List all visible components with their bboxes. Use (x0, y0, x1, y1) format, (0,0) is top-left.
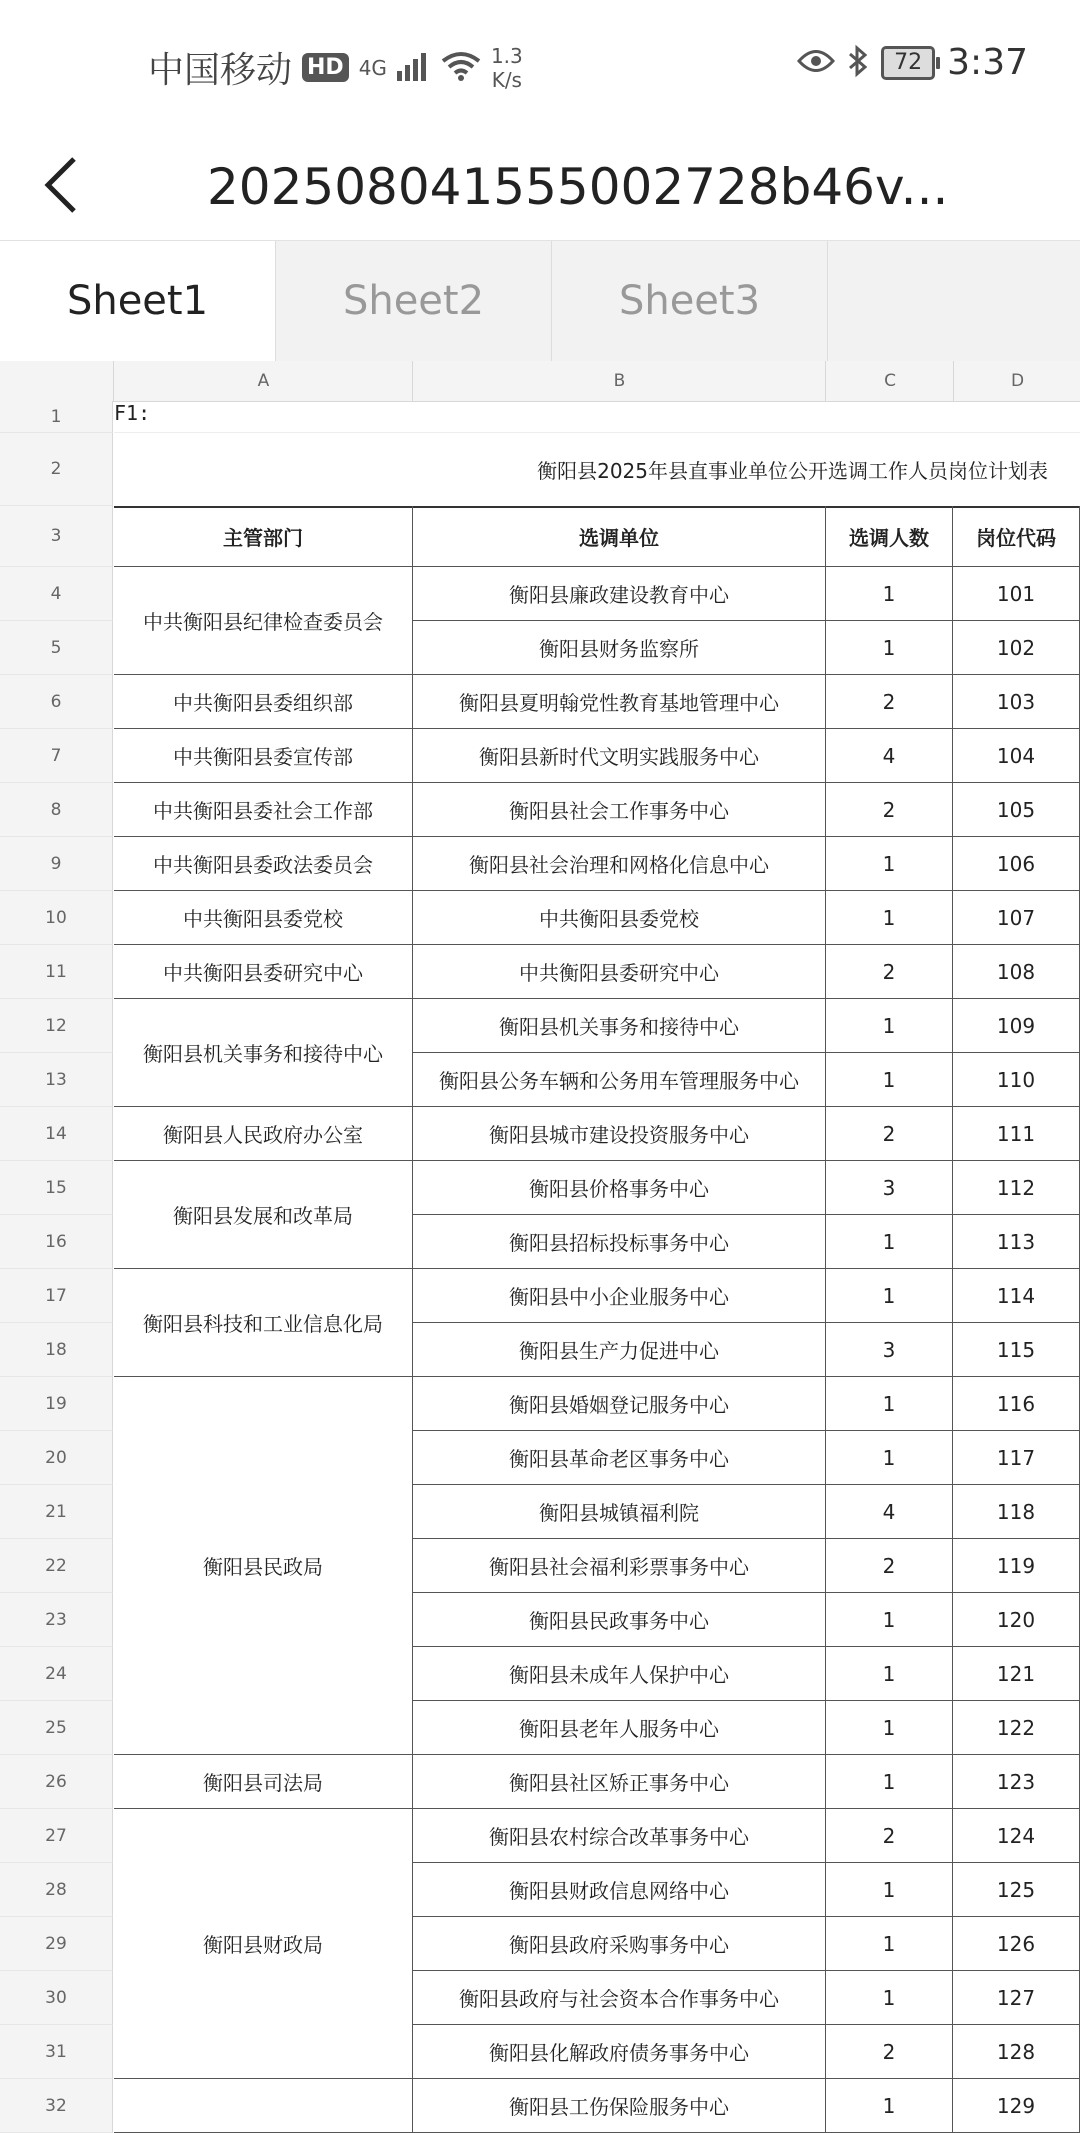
code-cell[interactable]: 109 (953, 999, 1080, 1053)
code-cell[interactable]: 128 (953, 2025, 1080, 2079)
unit-cell[interactable]: 衡阳县机关事务和接待中心 (413, 999, 826, 1053)
code-cell[interactable]: 115 (953, 1323, 1080, 1377)
row-header[interactable]: 13 (0, 1053, 113, 1107)
department-cell[interactable]: 衡阳县机关事务和接待中心 (114, 999, 413, 1107)
row-header[interactable]: 17 (0, 1269, 113, 1323)
battery-indicator: 72 (881, 46, 935, 80)
code-cell[interactable]: 123 (953, 1755, 1080, 1809)
department-cell[interactable]: 中共衡阳县委社会工作部 (114, 783, 413, 837)
count-cell[interactable]: 1 (826, 1377, 953, 1431)
note-cell[interactable]: F1: (114, 401, 1080, 433)
code-cell[interactable]: 126 (953, 1917, 1080, 1971)
count-cell[interactable]: 1 (826, 1593, 953, 1647)
unit-cell[interactable]: 中共衡阳县委研究中心 (413, 945, 826, 999)
row-header[interactable]: 10 (0, 891, 113, 945)
row-header[interactable]: 8 (0, 783, 113, 837)
code-cell[interactable]: 120 (953, 1593, 1080, 1647)
row-header[interactable]: 31 (0, 2025, 113, 2079)
row-header[interactable]: 15 (0, 1161, 113, 1215)
count-cell[interactable]: 2 (826, 1539, 953, 1593)
row-header[interactable]: 24 (0, 1647, 113, 1701)
row-header[interactable]: 9 (0, 837, 113, 891)
unit-cell[interactable]: 衡阳县老年人服务中心 (413, 1701, 826, 1755)
network-speed: 1.3 K/s (490, 43, 523, 92)
code-cell[interactable]: 122 (953, 1701, 1080, 1755)
code-cell[interactable]: 104 (953, 729, 1080, 783)
code-cell[interactable]: 114 (953, 1269, 1080, 1323)
column-header-bar (0, 361, 1080, 402)
code-cell[interactable]: 116 (953, 1377, 1080, 1431)
count-cell[interactable]: 2 (826, 1107, 953, 1161)
count-cell[interactable]: 1 (826, 891, 953, 945)
chevron-left-icon (40, 155, 80, 215)
status-bar (0, 0, 1080, 135)
header-code[interactable]: 岗位代码 (953, 506, 1080, 567)
network-type: 4G (358, 55, 387, 80)
row-header[interactable]: 11 (0, 945, 113, 999)
unit-cell[interactable]: 中共衡阳县委党校 (413, 891, 826, 945)
code-cell[interactable]: 102 (953, 621, 1080, 675)
count-cell[interactable]: 2 (826, 783, 953, 837)
count-cell[interactable]: 1 (826, 1647, 953, 1701)
row-header[interactable]: 14 (0, 1107, 113, 1161)
row-header[interactable]: 23 (0, 1593, 113, 1647)
count-cell[interactable]: 1 (826, 999, 953, 1053)
department-cell[interactable]: 衡阳县司法局 (114, 1755, 413, 1809)
unit-cell[interactable]: 衡阳县财政信息网络中心 (413, 1863, 826, 1917)
count-cell[interactable]: 4 (826, 729, 953, 783)
clock: 3:37 (947, 42, 1028, 83)
count-cell[interactable]: 1 (826, 1863, 953, 1917)
code-cell[interactable]: 106 (953, 837, 1080, 891)
table-title[interactable]: 衡阳县2025年县直事业单位公开选调工作人员岗位计划表 (537, 459, 1048, 483)
row-header[interactable]: 3 (0, 506, 113, 567)
count-cell[interactable]: 1 (826, 1215, 953, 1269)
unit-cell[interactable]: 衡阳县工伤保险服务中心 (413, 2079, 826, 2133)
row-header[interactable]: 2 (0, 433, 113, 506)
count-cell[interactable]: 1 (826, 1755, 953, 1809)
column-header-a[interactable]: A (113, 361, 413, 401)
count-cell[interactable]: 1 (826, 1701, 953, 1755)
unit-cell[interactable]: 衡阳县城市建设投资服务中心 (413, 1107, 826, 1161)
row-header[interactable]: 26 (0, 1755, 113, 1809)
count-cell[interactable]: 1 (826, 1431, 953, 1485)
hd-badge: HD (302, 53, 349, 82)
count-cell[interactable]: 1 (826, 2079, 953, 2133)
code-cell[interactable]: 110 (953, 1053, 1080, 1107)
unit-cell[interactable]: 衡阳县社会福利彩票事务中心 (413, 1539, 826, 1593)
signal-icon (397, 51, 431, 85)
count-cell[interactable]: 2 (826, 2025, 953, 2079)
unit-cell[interactable]: 衡阳县夏明翰党性教育基地管理中心 (413, 675, 826, 729)
wifi-icon (441, 51, 481, 85)
unit-cell[interactable]: 衡阳县生产力促进中心 (413, 1323, 826, 1377)
code-cell[interactable]: 108 (953, 945, 1080, 999)
corner-cell (0, 361, 113, 401)
row-header[interactable]: 19 (0, 1377, 113, 1431)
row-header[interactable]: 12 (0, 999, 113, 1053)
code-cell[interactable]: 129 (953, 2079, 1080, 2133)
unit-cell[interactable]: 衡阳县社区矫正事务中心 (413, 1755, 826, 1809)
unit-cell[interactable]: 衡阳县新时代文明实践服务中心 (413, 729, 826, 783)
unit-cell[interactable]: 衡阳县化解政府债务事务中心 (413, 2025, 826, 2079)
row-header[interactable]: 20 (0, 1431, 113, 1485)
count-cell[interactable]: 1 (826, 621, 953, 675)
department-cell[interactable]: 衡阳县人民政府办公室 (114, 1107, 413, 1161)
header-count[interactable]: 选调人数 (826, 506, 953, 567)
tab-sheet3[interactable]: Sheet3 (552, 241, 828, 361)
count-cell[interactable]: 1 (826, 1971, 953, 2025)
unit-cell[interactable]: 衡阳县革命老区事务中心 (413, 1431, 826, 1485)
unit-cell[interactable]: 衡阳县廉政建设教育中心 (413, 567, 826, 621)
row-header[interactable]: 7 (0, 729, 113, 783)
count-cell[interactable]: 2 (826, 945, 953, 999)
row-header[interactable]: 25 (0, 1701, 113, 1755)
row-header[interactable]: 27 (0, 1809, 113, 1863)
count-cell[interactable]: 1 (826, 1917, 953, 1971)
count-cell[interactable]: 2 (826, 675, 953, 729)
code-cell[interactable]: 121 (953, 1647, 1080, 1701)
row-header[interactable]: 16 (0, 1215, 113, 1269)
department-cell[interactable]: 衡阳县发展和改革局 (114, 1161, 413, 1269)
unit-cell[interactable]: 衡阳县中小企业服务中心 (413, 1269, 826, 1323)
department-cell[interactable]: 衡阳县科技和工业信息化局 (114, 1269, 413, 1377)
row-header[interactable]: 4 (0, 567, 113, 621)
code-cell[interactable]: 107 (953, 891, 1080, 945)
unit-cell[interactable]: 衡阳县农村综合改革事务中心 (413, 1809, 826, 1863)
unit-cell[interactable]: 衡阳县价格事务中心 (413, 1161, 826, 1215)
count-cell[interactable]: 1 (826, 1053, 953, 1107)
unit-cell[interactable]: 衡阳县公务车辆和公务用车管理服务中心 (413, 1053, 826, 1107)
tab-sheet1[interactable]: Sheet1 (0, 241, 276, 361)
header-unit[interactable]: 选调单位 (413, 506, 826, 567)
row-header[interactable]: 6 (0, 675, 113, 729)
row-header[interactable]: 1 (0, 401, 113, 433)
unit-cell[interactable]: 衡阳县招标投标事务中心 (413, 1215, 826, 1269)
department-cell[interactable]: 中共衡阳县纪律检查委员会 (114, 567, 413, 675)
department-cell[interactable]: 中共衡阳县委政法委员会 (114, 837, 413, 891)
count-cell[interactable]: 1 (826, 567, 953, 621)
row-header[interactable]: 28 (0, 1863, 113, 1917)
back-button[interactable] (40, 145, 100, 225)
unit-cell[interactable]: 衡阳县社会工作事务中心 (413, 783, 826, 837)
code-cell[interactable]: 105 (953, 783, 1080, 837)
code-cell[interactable]: 113 (953, 1215, 1080, 1269)
title-bar (0, 135, 1080, 240)
document-title: 20250804155500​2728b46v... (207, 158, 949, 216)
tab-sheet2[interactable]: Sheet2 (276, 241, 552, 361)
unit-cell[interactable]: 衡阳县政府与社会资本合作事务中心 (413, 1971, 826, 2025)
row-header[interactable]: 5 (0, 621, 113, 675)
code-cell[interactable]: 101 (953, 567, 1080, 621)
unit-cell[interactable]: 衡阳县财务监察所 (413, 621, 826, 675)
sheet-tabs (0, 240, 1080, 362)
header-department[interactable]: 主管部门 (114, 506, 413, 567)
code-cell[interactable]: 111 (953, 1107, 1080, 1161)
row-header[interactable]: 29 (0, 1917, 113, 1971)
code-cell[interactable]: 118 (953, 1485, 1080, 1539)
department-cell[interactable]: 中共衡阳县委组织部 (114, 675, 413, 729)
unit-cell[interactable]: 衡阳县政府采购事务中心 (413, 1917, 826, 1971)
row-header[interactable]: 22 (0, 1539, 113, 1593)
code-cell[interactable]: 103 (953, 675, 1080, 729)
column-header-d[interactable]: D (953, 361, 1081, 401)
bluetooth-icon (847, 45, 869, 81)
column-header-c[interactable]: C (825, 361, 954, 401)
count-cell[interactable]: 3 (826, 1161, 953, 1215)
code-cell[interactable]: 127 (953, 1971, 1080, 2025)
unit-cell[interactable]: 衡阳县婚姻登记服务中心 (413, 1377, 826, 1431)
code-cell[interactable]: 119 (953, 1539, 1080, 1593)
count-cell[interactable]: 4 (826, 1485, 953, 1539)
unit-cell[interactable]: 衡阳县社会治理和网格化信息中心 (413, 837, 826, 891)
department-cell[interactable]: 衡阳县财政局 (114, 1809, 413, 2079)
status-right (797, 42, 1028, 83)
department-cell[interactable]: 中共衡阳县委宣传部 (114, 729, 413, 783)
row-header[interactable]: 30 (0, 1971, 113, 2025)
code-cell[interactable]: 117 (953, 1431, 1080, 1485)
column-header-b[interactable]: B (412, 361, 826, 401)
unit-cell[interactable]: 衡阳县未成年人保护中心 (413, 1647, 826, 1701)
department-cell[interactable]: 中共衡阳县委党校 (114, 891, 413, 945)
unit-cell[interactable]: 衡阳县民政事务中心 (413, 1593, 826, 1647)
count-cell[interactable]: 1 (826, 1269, 953, 1323)
count-cell[interactable]: 2 (826, 1809, 953, 1863)
unit-cell[interactable]: 衡阳县城镇福利院 (413, 1485, 826, 1539)
row-header[interactable]: 21 (0, 1485, 113, 1539)
status-left (148, 42, 523, 93)
department-cell[interactable] (114, 2079, 413, 2133)
department-cell[interactable]: 中共衡阳县委研究中心 (114, 945, 413, 999)
eye-icon (797, 48, 835, 78)
row-header[interactable]: 32 (0, 2079, 113, 2133)
count-cell[interactable]: 1 (826, 837, 953, 891)
carrier-name: 中国移动 (148, 50, 293, 91)
row-header[interactable]: 18 (0, 1323, 113, 1377)
code-cell[interactable]: 124 (953, 1809, 1080, 1863)
count-cell[interactable]: 3 (826, 1323, 953, 1377)
code-cell[interactable]: 112 (953, 1161, 1080, 1215)
department-cell[interactable]: 衡阳县民政局 (114, 1377, 413, 1755)
code-cell[interactable]: 125 (953, 1863, 1080, 1917)
spreadsheet-grid[interactable] (114, 401, 1080, 2119)
